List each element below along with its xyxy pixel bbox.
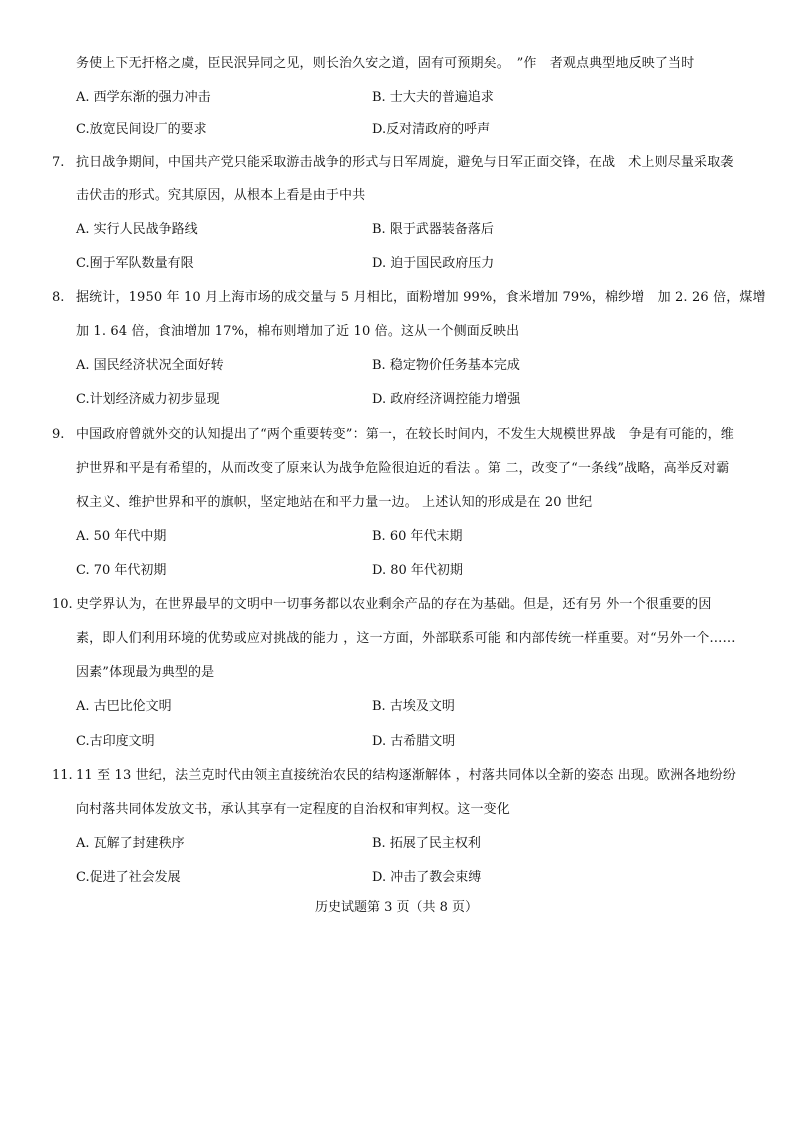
q7-option-b: B. 限于武器装备落后 bbox=[372, 222, 494, 237]
q9-stem-line3: 权主义、维护世界和平的旗帜，坚定地站在和平力量一边。 上述认知的形成是在 20 世纪 bbox=[76, 495, 593, 510]
q7-stem-line1: 抗日战争期间，中国共产党只能采取游击战争的形式与日军周旋，避免与日军正面交锋，在战 术上则尽量采取袭 bbox=[76, 155, 734, 170]
q6-option-a: A. 西学东渐的强力冲击 bbox=[76, 90, 211, 105]
q7-option-c: C.囿于军队数量有限 bbox=[76, 256, 194, 271]
q9-option-c: C. 70 年代初期 bbox=[76, 563, 167, 578]
q10-option-a: A. 古巴比伦文明 bbox=[76, 699, 172, 714]
q6-option-c: C.放宽民间设厂的要求 bbox=[76, 122, 207, 137]
q9-stem-line1: 中国政府曾就外交的认知提出了“两个重要转变”：第一，在较长时间内，不发生大规模世界战 争是有可能的，维 bbox=[76, 427, 734, 442]
q6-option-d: D.反对清政府的呼声 bbox=[372, 122, 491, 137]
q6-stem-tail: 务使上下无扞格之虞，臣民泯异同之见，则长治久安之道，固有可预期矣。 ”作 者观点典型地反映了当时 bbox=[76, 56, 695, 71]
page-footer: 历史试题第 3 页（共 8 页） bbox=[314, 900, 479, 915]
q8-stem-line1: 据统计，1950 年 10 月上海市场的成交量与 5 月相比，面粉增加 99%，食米增加 79%，棉纱增 加 2. 26 倍，煤增 bbox=[76, 290, 766, 305]
q10-stem-line1: 史学界认为，在世界最早的文明中一切事务都以农业剩余产品的存在为基础。但是，还有另 外一个很重要的因 bbox=[76, 597, 712, 612]
q9-option-d: D. 80 年代初期 bbox=[372, 563, 463, 578]
q9-option-a: A. 50 年代中期 bbox=[76, 529, 167, 544]
q11-number: 11. bbox=[52, 768, 73, 783]
q11-option-d: D. 冲击了教会束缚 bbox=[372, 870, 482, 885]
q7-stem-line2: 击伏击的形式。究其原因，从根本上看是由于中共 bbox=[76, 188, 366, 203]
q6-option-b: B. 士大夫的普遍追求 bbox=[372, 90, 494, 105]
q8-option-b: B. 稳定物价任务基本完成 bbox=[372, 358, 520, 373]
q8-option-d: D. 政府经济调控能力增强 bbox=[372, 392, 521, 407]
q11-stem-line1: 11 至 13 世纪，法兰克时代由领主直接统治农民的结构逐渐解体 ，村落共同体以全新的姿态 出现。欧洲各地纷纷 bbox=[76, 768, 736, 783]
q10-option-c: C.古印度文明 bbox=[76, 734, 155, 749]
q8-stem-line2: 加 1. 64 倍，食油增加 17%，棉布则增加了近 10 倍。这从一个侧面反映出 bbox=[76, 324, 520, 339]
q9-number: 9. bbox=[52, 427, 65, 442]
q9-stem-line2: 护世界和平是有希望的，从而改变了原来认为战争危险很迫近的看法 。第 二，改变了“一条线”战略，高举反对霸 bbox=[76, 461, 730, 476]
q8-number: 8. bbox=[52, 290, 65, 305]
q7-number: 7. bbox=[52, 155, 65, 170]
q7-option-a: A. 实行人民战争路线 bbox=[76, 222, 198, 237]
q10-stem-line3: 因素”体现最为典型的是 bbox=[76, 665, 215, 680]
q8-option-c: C.计划经济威力初步显现 bbox=[76, 392, 220, 407]
q10-number: 10. bbox=[52, 597, 73, 612]
q11-option-a: A. 瓦解了封建秩序 bbox=[76, 836, 185, 851]
q11-stem-line2: 向村落共同体发放文书，承认其享有一定程度的自治权和审判权。这一变化 bbox=[76, 802, 510, 817]
q10-option-d: D. 古希腊文明 bbox=[372, 734, 456, 749]
q7-option-d: D. 迫于国民政府压力 bbox=[372, 256, 495, 271]
q8-option-a: A. 国民经济状况全面好转 bbox=[76, 358, 224, 373]
q10-option-b: B. 古埃及文明 bbox=[372, 699, 455, 714]
q11-option-b: B. 拓展了民主权利 bbox=[372, 836, 481, 851]
q9-option-b: B. 60 年代末期 bbox=[372, 529, 463, 544]
q10-stem-line2: 素，即人们利用环境的优势或应对挑战的能力 ，这一方面，外部联系可能 和内部传统一样重要。对“另外一个…… bbox=[76, 631, 736, 646]
q11-option-c: C.促进了社会发展 bbox=[76, 870, 181, 885]
